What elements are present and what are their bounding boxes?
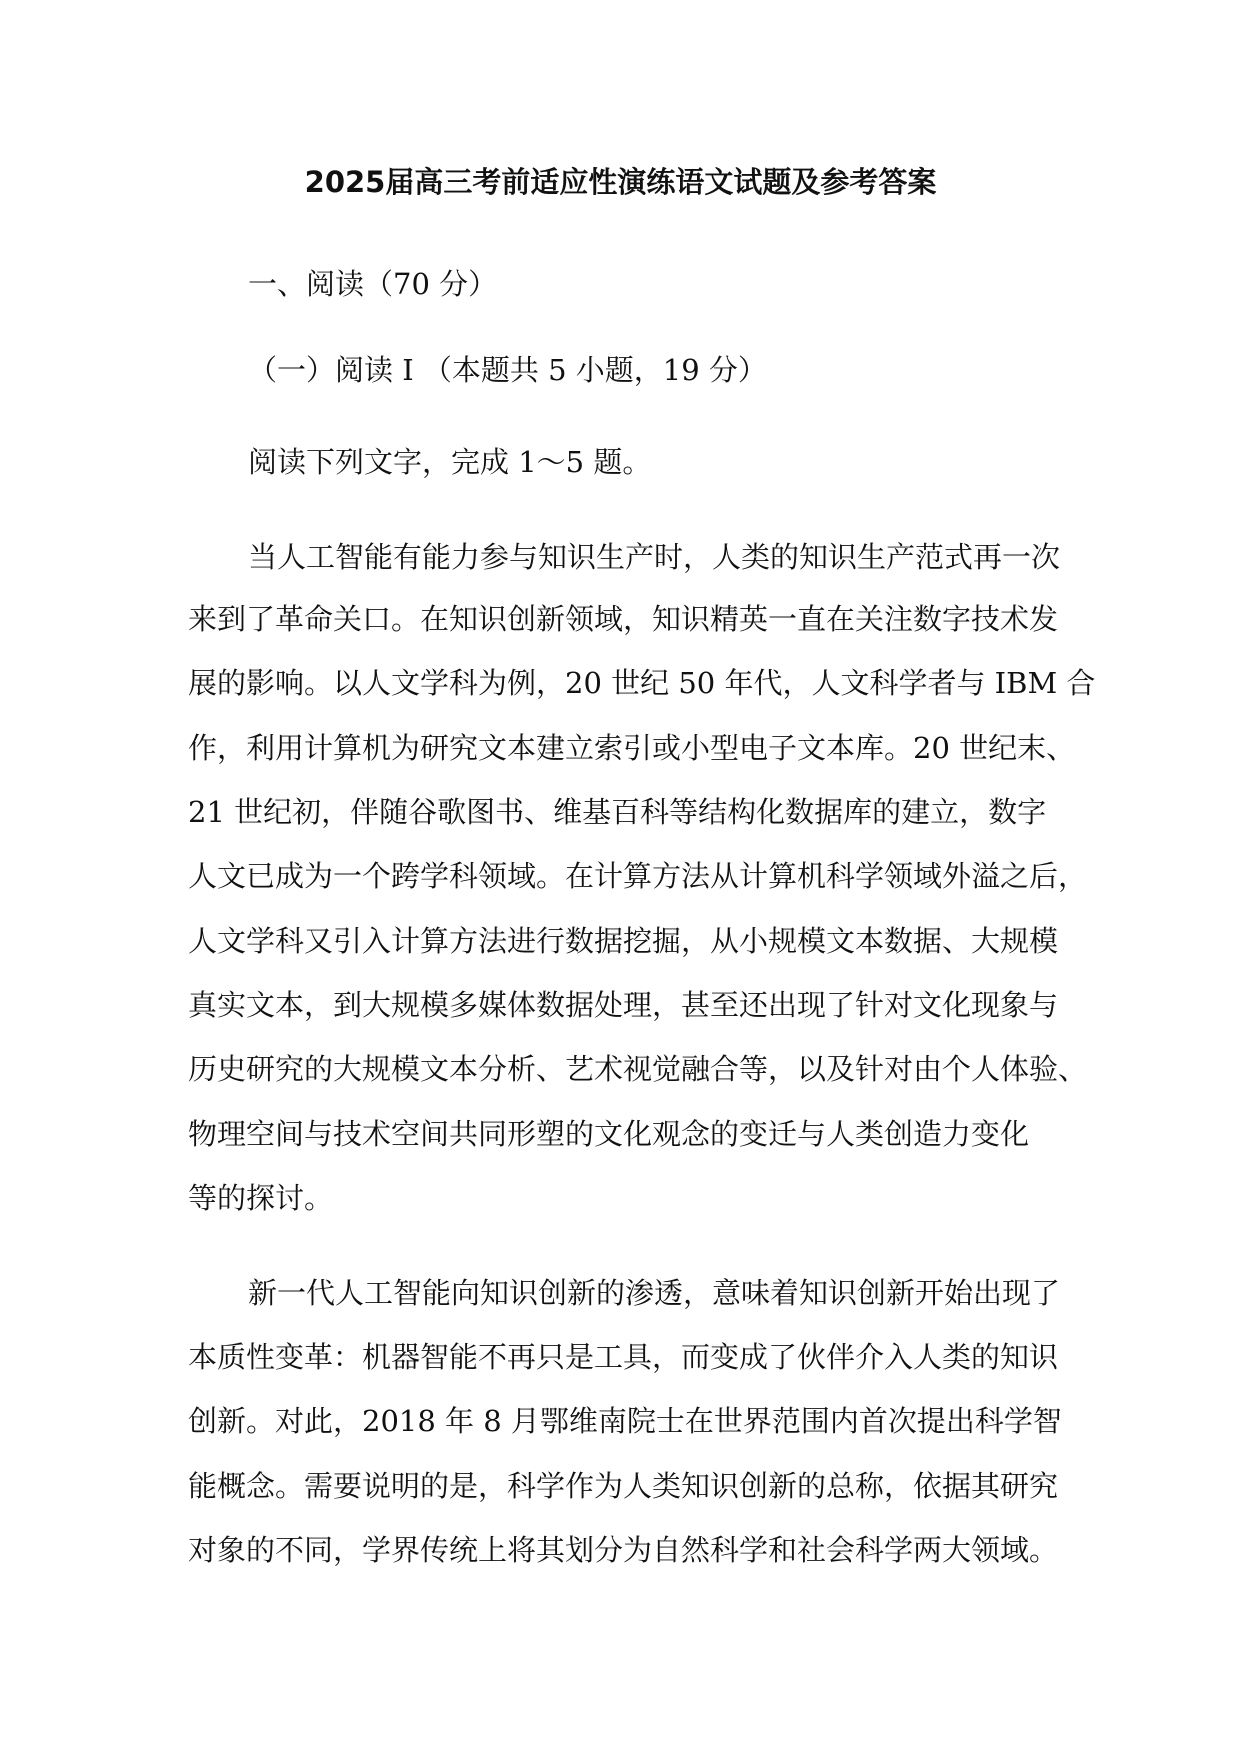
paragraph-1-line: 21 世纪初，伴随谷歌图书、维基百科等结构化数据库的建立，数字 [188, 795, 1047, 829]
subsection-heading: （一）阅读 I （本题共 5 小题，19 分） [248, 353, 767, 387]
paragraph-1-line: 物理空间与技术空间共同形塑的文化观念的变迁与人类创造力变化 [188, 1117, 1030, 1151]
paragraph-1-line: 当人工智能有能力参与知识生产时，人类的知识生产范式再一次 [248, 540, 1061, 574]
paragraph-1-line: 真实文本，到大规模多媒体数据处理，甚至还出现了针对文化现象与 [188, 988, 1059, 1022]
paragraph-2-line: 创新。对此，2018 年 8 月鄂维南院士在世界范围内首次提出科学智 [188, 1404, 1062, 1438]
paragraph-1-line: 来到了革命关口。在知识创新领域，知识精英一直在关注数字技术发 [188, 602, 1059, 636]
instruction-text: 阅读下列文字，完成 1～5 题。 [248, 445, 652, 479]
paragraph-1-line: 人文学科又引入计算方法进行数据挖掘，从小规模文本数据、大规模 [188, 924, 1059, 958]
paragraph-2-line: 本质性变革：机器智能不再只是工具，而变成了伙伴介入人类的知识 [188, 1340, 1059, 1374]
paragraph-1-line: 等的探讨。 [188, 1181, 334, 1215]
section-heading: 一、阅读（70 分） [248, 267, 498, 301]
paragraph-1-line: 作，利用计算机为研究文本建立索引或小型电子文本库。20 世纪末、 [188, 731, 1076, 765]
paragraph-2-line: 对象的不同，学界传统上将其划分为自然科学和社会科学两大领域。 [188, 1533, 1059, 1567]
document-title: 2025届高三考前适应性演练语文试题及参考答案 [304, 165, 937, 199]
paragraph-1-line: 历史研究的大规模文本分析、艺术视觉融合等，以及针对由个人体验、 [188, 1052, 1088, 1086]
paragraph-2-line: 能概念。需要说明的是，科学作为人类知识创新的总称，依据其研究 [188, 1469, 1059, 1503]
paragraph-1-line: 展的影响。以人文学科为例，20 世纪 50 年代，人文科学者与 IBM 合 [188, 666, 1096, 700]
paragraph-1-line: 人文已成为一个跨学科领域。在计算方法从计算机科学领域外溢之后， [188, 859, 1088, 893]
paragraph-2-line: 新一代人工智能向知识创新的渗透，意味着知识创新开始出现了 [248, 1276, 1061, 1310]
